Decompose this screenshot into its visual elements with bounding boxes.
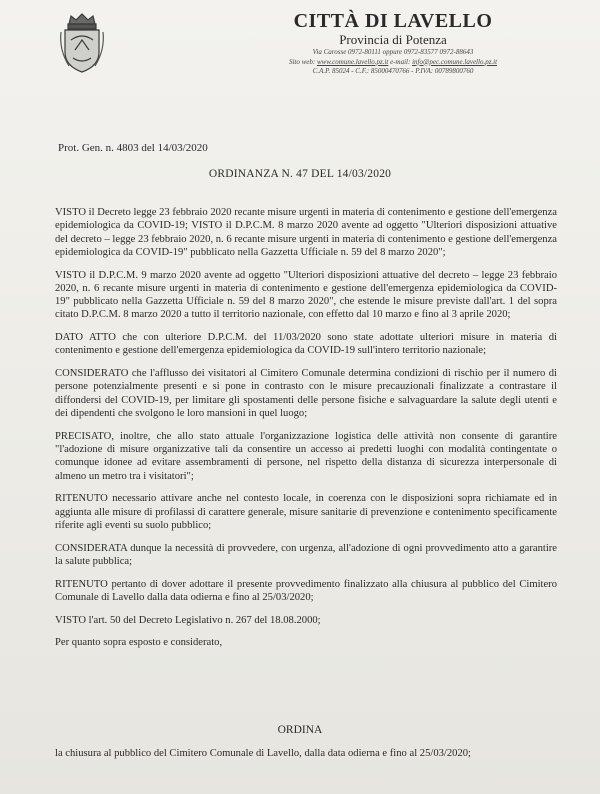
paragraph-per-quanto: Per quanto sopra esposto e considerato,: [55, 637, 223, 649]
contact-phone: Via Carosse 0972-80111 oppure 0972-83577 0972-88643: [312, 48, 474, 56]
email-label: e-mail:: [390, 57, 411, 66]
contact-web: [258, 58, 528, 68]
document-body: [55, 206, 557, 659]
paragraph-ritenuto-necessario: RITENUTO necessario attivare anche nel contesto locale, in coerenza con le disposizioni sopra richiamate ed in aggiunta alle misure di profilassi di carattere generale, misure sanitarie di prevenzione e contenimento specificamente riferite agli eventi su suolo pubblico;: [55, 493, 557, 531]
paragraph-ritenuto-pertanto: RITENUTO pertanto di dover adottare il presente provvedimento finalizzato alla chiusura al pubblico del Cimitero Comunale di Lavello dalla data odierna e fino al 25/03/2020;: [55, 578, 557, 603]
web-label: Sito web:: [288, 57, 316, 66]
letterhead: [258, 10, 528, 77]
paragraph-precisato: PRECISATO, inoltre, che allo stato attuale l'organizzazione logistica delle attività non consente di garantire "l'adozione di misure organizzative tali da consentire un accesso ai predetti luoghi con modalità contingentate o comunque idonee ad evitare assembramenti di persone, nel rispetto della distanza di sicurezza interpersonale di almeno un metro tra i visitatori";: [55, 430, 557, 482]
email-link[interactable]: info@pec.comune.lavello.pz.it: [412, 57, 498, 66]
city-name: CITTÀ DI LAVELLO: [293, 10, 493, 32]
paragraph-considerata: CONSIDERATA dunque la necessità di provvedere, con urgenza, all'adozione di ogni provvedimento atto a garantire la salute pubblica;: [55, 542, 557, 567]
paragraph-considerato: CONSIDERATO che l'afflusso dei visitatori al Cimitero Comunale determina condizioni di rischio per il numero di persone potenzialmente presenti e si pone in contrasto con le misure precauzionali finalizzate a contrastare il diffondersi del COVID-19, per limitare gli spostamenti delle persone fisiche e salvaguardare la salute degli utenti e dei dipendenti che svolgono le loro mansioni in quel luogo;: [55, 368, 557, 420]
paragraph-visto-decreto: VISTO il Decreto legge 23 febbraio 2020 recante misure urgenti in materia di contenimento e gestione dell'emergenza epidemiologica da COVID-19; VISTO il D.P.C.M. 8 marzo 2020 avente ad oggetto "Ulteriori disposizioni attuative del decreto – legge 23 febbraio 2020, n. 6 recante misure urgenti in materia di contenimento e gestione dell'emergenza epidemiologica da COVID-19" pubblicato nella Gazzetta Ufficiale n. 59 del 8 marzo 2020";: [55, 207, 557, 258]
paragraph-visto-art: VISTO l'art. 50 del Decreto Legislativo n. 267 del 18.08.2000;: [55, 614, 321, 626]
coat-of-arms-icon: [57, 10, 107, 76]
final-order-text: la chiusura al pubblico del Cimitero Comunale di Lavello, dalla data odierna e fino al 25/03/2020;: [55, 748, 471, 759]
ordinance-title: ORDINANZA N. 47 DEL 14/03/2020: [208, 168, 392, 180]
province-name: Provincia di Potenza: [339, 32, 447, 47]
paragraph-dato-atto: DATO ATTO che con ulteriore D.P.C.M. del 11/03/2020 sono state adottate ulteriori misure in materia di contenimento e gestione dell'emergenza epidemiologica da COVID-19 sull'intero territorio nazionale;: [55, 332, 557, 357]
ordina-heading: ORDINA: [277, 724, 323, 736]
fiscal-info: C.A.P. 85024 - C.F.: 85000470766 - P.IVA: 00789800760: [312, 67, 474, 75]
protocol-number: Prot. Gen. n. 4803 del 14/03/2020: [58, 142, 208, 154]
web-link[interactable]: www.comune.lavello.pz.it: [316, 57, 389, 66]
paragraph-visto-dpcm: VISTO il D.P.C.M. 9 marzo 2020 avente ad oggetto "Ulteriori disposizioni attuative del decreto – legge 23 febbraio 2020, n. 6 recante misure urgenti in materia di contenimento e gestione dell'emergenza epidemiologica da COVID-19" pubblicato nella Gazzetta Ufficiale n. 59 del 8 marzo 2020", che estende le misure previste dall'art. 1 del sopra citato D.P.C.M. 8 marzo 2020 a tutto il territorio nazionale, con effetto dal 10 marzo e fino al 3 aprile 2020;: [55, 269, 557, 321]
